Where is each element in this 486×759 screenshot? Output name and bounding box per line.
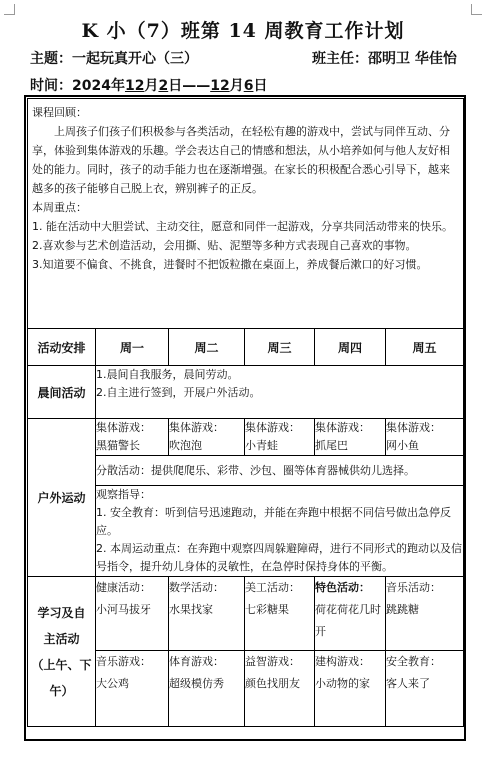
end-day: 6 [243,78,254,94]
time-label: 时间： [30,78,72,94]
start-month: 12 [124,78,145,94]
outdoor-game-thu [315,419,386,456]
study-mon-2 [96,651,169,727]
game-name: 抓尾巴 [315,439,348,452]
teacher-info [312,48,457,68]
header-cell: 活动安排 [28,329,96,366]
activity-name: 大公鸡 [96,677,129,690]
study-label-line: 主活动 [43,631,80,646]
focus-item: 1. 能在活动中大胆尝试、主动交往，愿意和同伴一起游戏，分享共同活动带来的快乐。 [32,220,453,233]
observe-item: 1. 安全教育：听到信号迅速跑动，并能在奔跑中根据不同信号做出急停反应。 [96,506,451,537]
activity-type: 建构游戏： [315,655,370,668]
header-cell: 周三 [245,329,315,366]
study-label-line: 学习及自 [37,605,86,620]
study-fri-1 [386,577,464,651]
page-title: K 小（7）班第 14 周教育工作计划 [81,20,405,42]
review-paragraph: 上周孩子们孩子们积极参与各类活动，在轻松有趣的游戏中，尝试与同伴互动、分享，体验到集体游戏的乐趣。学会表达自己的情感和想法，从小培养如何与他人友好相处的能力。同时，孩子的动手能力也在逐渐增强。在家长的积极配合悉心引导下，越来越多的孩子能够自己脱上衣，辨别裤子的正反。 [32,125,450,195]
theme-label: 主题： [30,51,72,67]
observe-item: 2. 本周运动重点：在奔跑中观察四周躲避障碍，进行不同形式的跑动以及信号指令，提升幼儿身体的灵敏性，在急停时保持身体的平衡。 [96,542,462,573]
activity-name: 跳跳糖 [386,603,419,616]
activity-name: 小动物的家 [315,677,370,690]
morning-content [96,366,464,419]
start-day: 2 [158,78,169,94]
time-year: 2024年 [72,78,125,94]
header-row [28,329,464,366]
header-cell: 周四 [315,329,386,366]
focus-item: 3.知道要不偏食、不挑食，进餐时不把饭粒撒在桌面上，养成餐后漱口的好习惯。 [32,258,428,271]
activity-type: 健康活动： [96,581,151,594]
month-unit: 月 [144,78,159,94]
focus-heading: 本周重点： [32,201,87,214]
day-unit: 日—— [168,78,211,94]
activity-type: 音乐游戏： [96,655,151,668]
outdoor-label: 户外运动 [28,419,96,577]
header-cell: 周一 [96,329,169,366]
review-heading: 课程回顾： [32,106,87,119]
morning-line: 2.自主进行签到，开展户外活动。 [96,386,261,399]
study-tue-1 [169,577,245,651]
outdoor-game-fri [386,419,464,456]
activity-name: 超级模仿秀 [169,677,224,690]
theme-value: 一起玩真开心（三） [72,51,198,67]
header-cell: 周五 [386,329,464,366]
study-mon-1 [96,577,169,651]
date-range [30,75,267,95]
activity-name: 荷花荷花几时开 [315,603,381,638]
activity-name: 颜色找朋友 [245,677,300,690]
morning-line: 1.晨间自我服务，晨间劳动。 [96,368,239,381]
game-name: 吹泡泡 [169,439,202,452]
activity-name: 小河马拔牙 [96,603,151,616]
game-type: 集体游戏： [386,421,441,434]
page-corner-mark [4,4,15,15]
game-name: 黑猫警长 [96,439,140,452]
study-fri-2 [386,651,464,727]
morning-label: 晨间活动 [28,366,96,419]
game-type: 集体游戏： [315,421,370,434]
teacher-names: 邵明卫 华佳怡 [368,51,457,67]
game-type: 集体游戏： [169,421,224,434]
review-cell [28,99,464,329]
outdoor-game-tue [169,419,245,456]
activity-type: 音乐活动： [386,581,441,594]
activity-name: 客人来了 [386,677,430,690]
outdoor-game-mon [96,419,169,456]
focus-item: 2.喜欢参与艺术创造活动，会用撕、贴、泥塑等多种方式表现自己喜欢的事物。 [32,239,417,252]
game-name: 网小鱼 [386,439,419,452]
study-label-line: （上午、下 [31,657,92,672]
game-type: 集体游戏： [245,421,300,434]
activity-type: 数学活动： [169,581,224,594]
teacher-label: 班主任： [312,51,368,67]
page-corner-mark [471,4,482,15]
outdoor-game-wed [245,419,315,456]
study-label [28,577,96,727]
weekly-plan-table [27,98,464,727]
activity-name: 七彩糖果 [245,603,289,616]
theme-row [30,48,466,70]
activity-type: 美工活动： [245,581,300,594]
study-thu-2 [315,651,386,727]
game-name: 小青蛙 [245,439,278,452]
month-unit: 月 [229,78,244,94]
study-label-line: 午） [49,683,74,698]
activity-type: 体育游戏： [169,655,224,668]
header-cell: 周二 [169,329,245,366]
observe-guidance [96,486,464,577]
activity-type: 特色活动： [315,581,370,594]
observe-heading: 观察指导： [96,488,151,501]
day-unit: 日 [253,78,268,94]
scatter-activity: 分散活动：提供爬爬乐、彩带、沙包、圈等体育器械供幼儿选择。 [96,456,464,486]
study-wed-2 [245,651,315,727]
study-tue-2 [169,651,245,727]
activity-name: 水果找家 [169,603,213,616]
activity-type: 益智游戏： [245,655,300,668]
activity-type: 安全教育： [386,655,441,668]
end-month: 12 [210,78,230,94]
game-type: 集体游戏： [96,421,151,434]
study-wed-1 [245,577,315,651]
study-thu-1 [315,577,386,651]
